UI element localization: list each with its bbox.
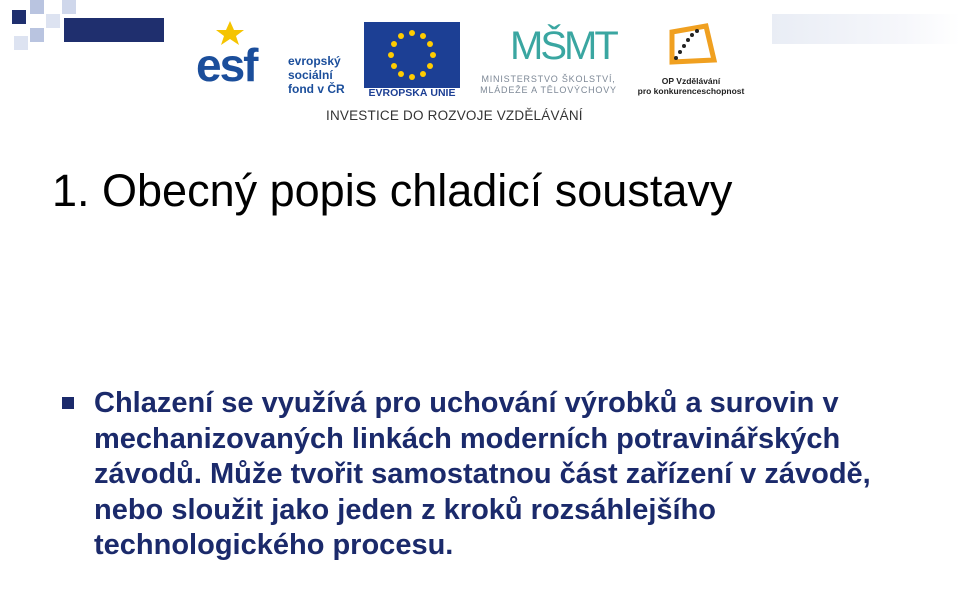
header-gradient-bar [772, 14, 960, 44]
decor-square [14, 36, 28, 50]
op-logo [636, 22, 746, 102]
decor-square [46, 14, 60, 28]
msmt-mark: MŠMT [510, 24, 616, 68]
decor-square [64, 18, 164, 42]
eu-stars-icon [364, 22, 460, 88]
decor-square [62, 0, 76, 14]
decor-square [30, 28, 44, 42]
decor-square [12, 10, 26, 24]
eu-caption: EVROPSKÁ UNIE [368, 87, 456, 99]
bullet-text: Chlazení se využívá pro uchování výrobků a surovin v mechanizovaných linkách moderních potravinářských závodů. Může tvořit samostatnou část zařízení v závodě, nebo sloužit jako jeden z kroků rozsáhlejšího technologického procesu. [94, 387, 871, 561]
esf-caption: evropský sociální fond v ČR [288, 54, 345, 96]
esf-logo [196, 20, 346, 96]
bullet-square-icon [62, 397, 74, 409]
eu-flag-logo [364, 22, 460, 88]
op-caption: OP Vzdělávání pro konkurenceschopnost [637, 76, 745, 96]
strapline: INVESTICE DO ROZVOJE VZDĚLÁVÁNÍ [326, 108, 583, 123]
slide-title: 1. Obecný popis chladicí soustavy [52, 165, 733, 216]
logo-strip [196, 20, 756, 130]
msmt-caption: MINISTERSTVO ŠKOLSTVÍ, MLÁDEŽE A TĚLOVÝCHOVY [480, 74, 617, 95]
esf-mark: esf [196, 39, 257, 91]
decor-square [30, 0, 44, 14]
msmt-logo [466, 20, 631, 100]
op-logo-icon [666, 22, 720, 74]
